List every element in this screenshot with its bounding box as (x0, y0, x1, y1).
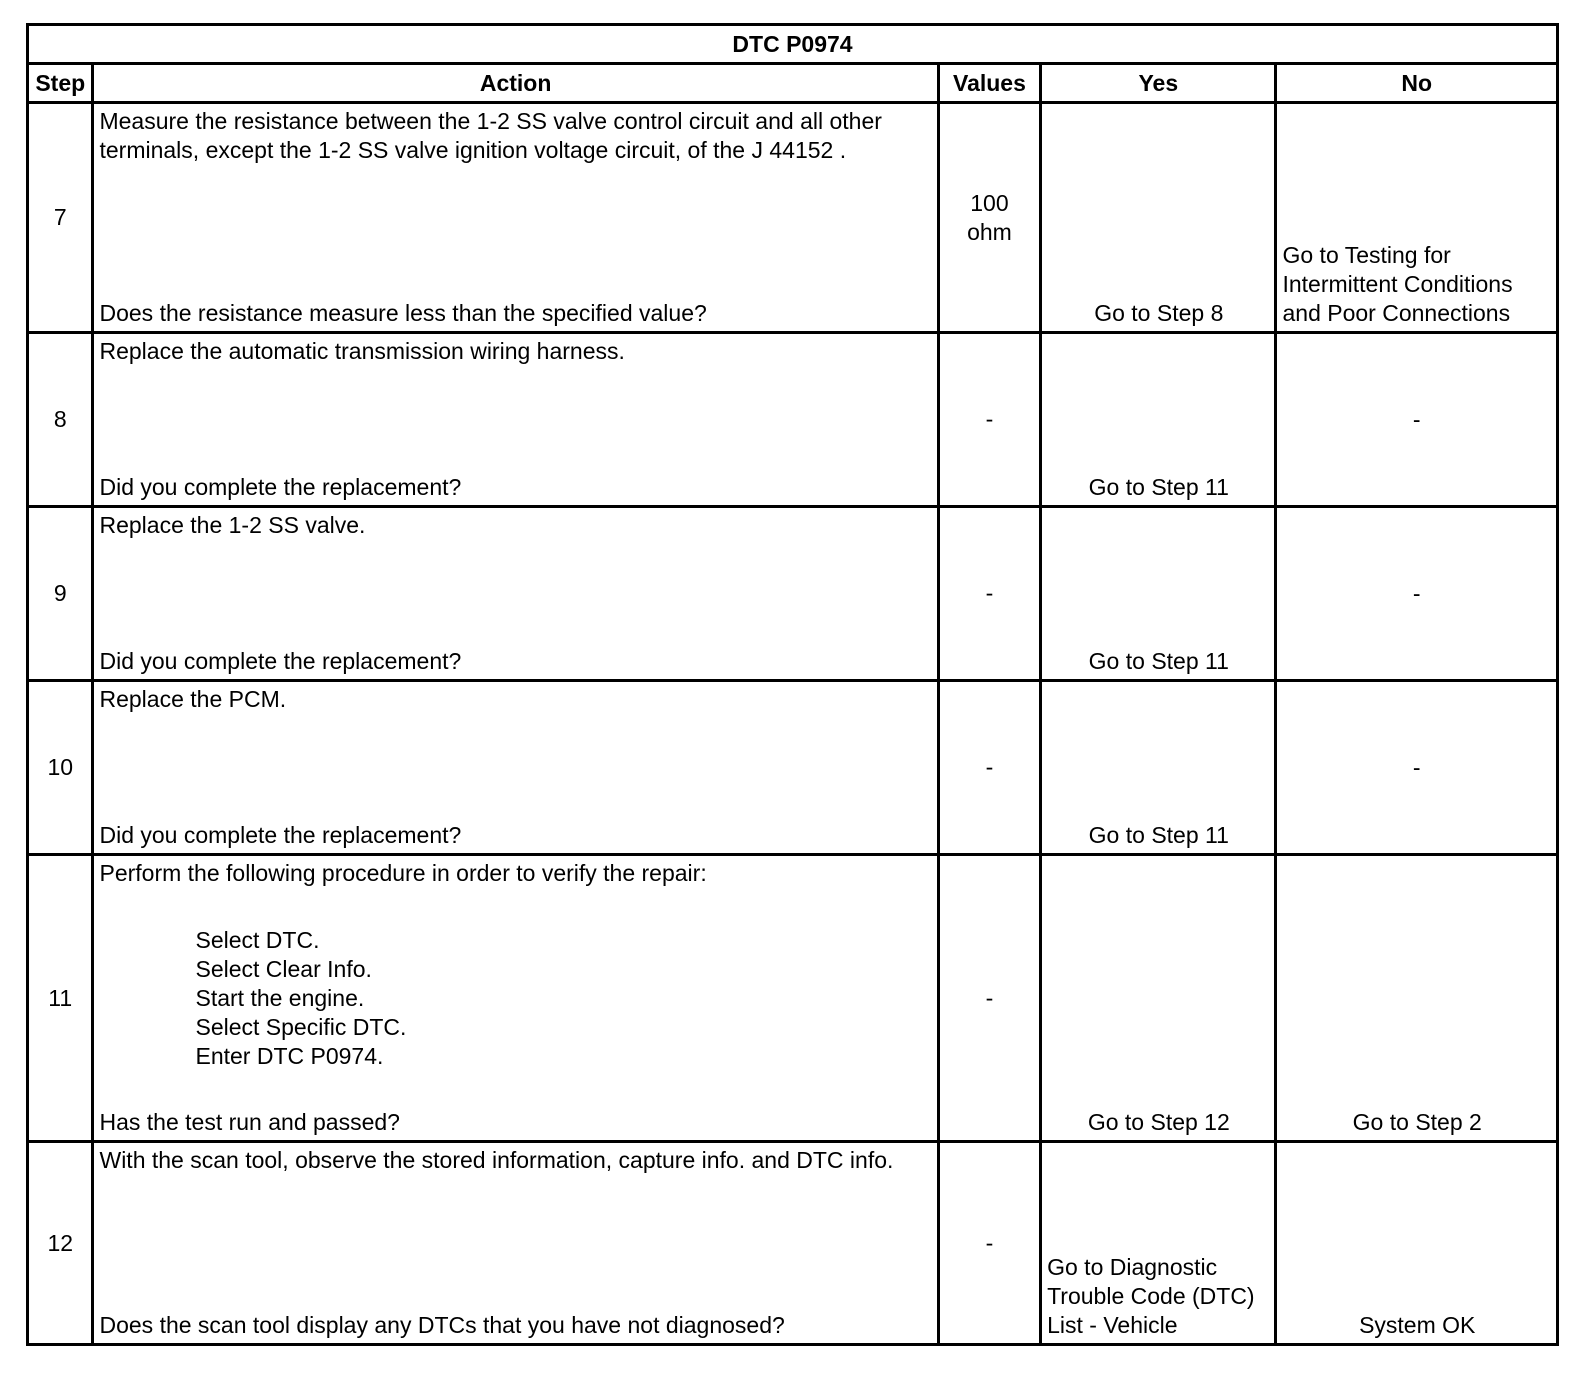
action-question: Does the scan tool display any DTCs that you have not diagnosed? (99, 1312, 785, 1338)
yes-cell (1041, 333, 1276, 507)
values-text: 100 ohm (967, 189, 1012, 245)
action-intro: Replace the automatic transmission wiring harness. (99, 338, 625, 364)
no-link[interactable]: Go to Step 2 (1352, 1109, 1482, 1135)
procedure-step: Enter DTC P0974. (195, 1043, 384, 1069)
step-number: 7 (28, 103, 93, 333)
values-text: - (938, 855, 1040, 1142)
no-text: System OK (1359, 1312, 1476, 1338)
procedure-step: Select Clear Info. (195, 956, 372, 982)
no-text: - (1412, 754, 1421, 780)
action-intro: Measure the resistance between the 1-2 SS valve control circuit and all other terminals, except the 1-2 SS valve ignition voltage circuit, of the J 44152 . (99, 108, 882, 163)
action-cell (93, 103, 938, 333)
procedure-step: Start the engine. (195, 985, 365, 1011)
values-text: - (938, 333, 1040, 507)
step-number: 10 (28, 681, 93, 855)
values-text: - (938, 507, 1040, 681)
table-row (28, 103, 1558, 333)
table-row (28, 1142, 1558, 1345)
action-question: Did you complete the replacement? (99, 474, 462, 500)
values-cell (938, 103, 1040, 333)
action-intro: Replace the 1-2 SS valve. (99, 512, 366, 538)
yes-cell (1041, 103, 1276, 333)
no-text: - (1412, 406, 1421, 432)
yes-link[interactable]: Go to Step 12 (1087, 1109, 1230, 1135)
action-question: Has the test run and passed? (99, 1109, 400, 1135)
yes-cell (1041, 681, 1276, 855)
yes-cell (1041, 507, 1276, 681)
no-link[interactable]: Go to Testing for Intermittent Conditions and Poor Connections (1282, 242, 1513, 326)
header-values: Values (938, 64, 1040, 103)
procedure-step: Select Specific DTC. (195, 1014, 407, 1040)
action-intro: Replace the PCM. (99, 686, 287, 712)
table-row (28, 333, 1558, 507)
values-text: - (938, 681, 1040, 855)
step-number: 8 (28, 333, 93, 507)
action-cell (93, 681, 938, 855)
yes-cell (1041, 855, 1276, 1142)
action-cell (93, 507, 938, 681)
header-no: No (1276, 64, 1558, 103)
header-step: Step (28, 64, 93, 103)
action-intro: With the scan tool, observe the stored information, capture info. and DTC info. (99, 1147, 894, 1173)
no-cell (1276, 1142, 1558, 1345)
yes-cell (1041, 1142, 1276, 1345)
step-number: 9 (28, 507, 93, 681)
no-cell (1276, 103, 1558, 333)
step-number: 11 (28, 855, 93, 1142)
values-text: - (938, 1142, 1040, 1345)
no-cell (1276, 855, 1558, 1142)
procedure-step: Select DTC. (195, 927, 320, 953)
no-cell (1276, 681, 1558, 855)
action-intro: Perform the following procedure in order to verify the repair: (99, 860, 707, 886)
table-row (28, 507, 1558, 681)
table-row (28, 855, 1558, 1142)
action-cell (93, 333, 938, 507)
table-title: DTC P0974 (28, 25, 1558, 64)
step-number: 12 (28, 1142, 93, 1345)
action-question: Did you complete the replacement? (99, 648, 462, 674)
no-cell (1276, 333, 1558, 507)
yes-link[interactable]: Go to Diagnostic Trouble Code (DTC) List - Vehicle (1047, 1254, 1255, 1338)
action-question: Does the resistance measure less than the specified value? (99, 300, 707, 326)
yes-link[interactable]: Go to Step 11 (1088, 474, 1229, 500)
action-cell (93, 1142, 938, 1345)
action-cell (93, 855, 938, 1142)
yes-link[interactable]: Go to Step 11 (1088, 648, 1229, 674)
dtc-table (26, 23, 1559, 1346)
header-yes: Yes (1041, 64, 1276, 103)
action-question: Did you complete the replacement? (99, 822, 462, 848)
no-text: - (1412, 580, 1421, 606)
procedure-list (195, 926, 936, 1071)
no-cell (1276, 507, 1558, 681)
table-row (28, 681, 1558, 855)
yes-link[interactable]: Go to Step 8 (1094, 300, 1224, 326)
yes-link[interactable]: Go to Step 11 (1088, 822, 1229, 848)
header-action: Action (93, 64, 938, 103)
